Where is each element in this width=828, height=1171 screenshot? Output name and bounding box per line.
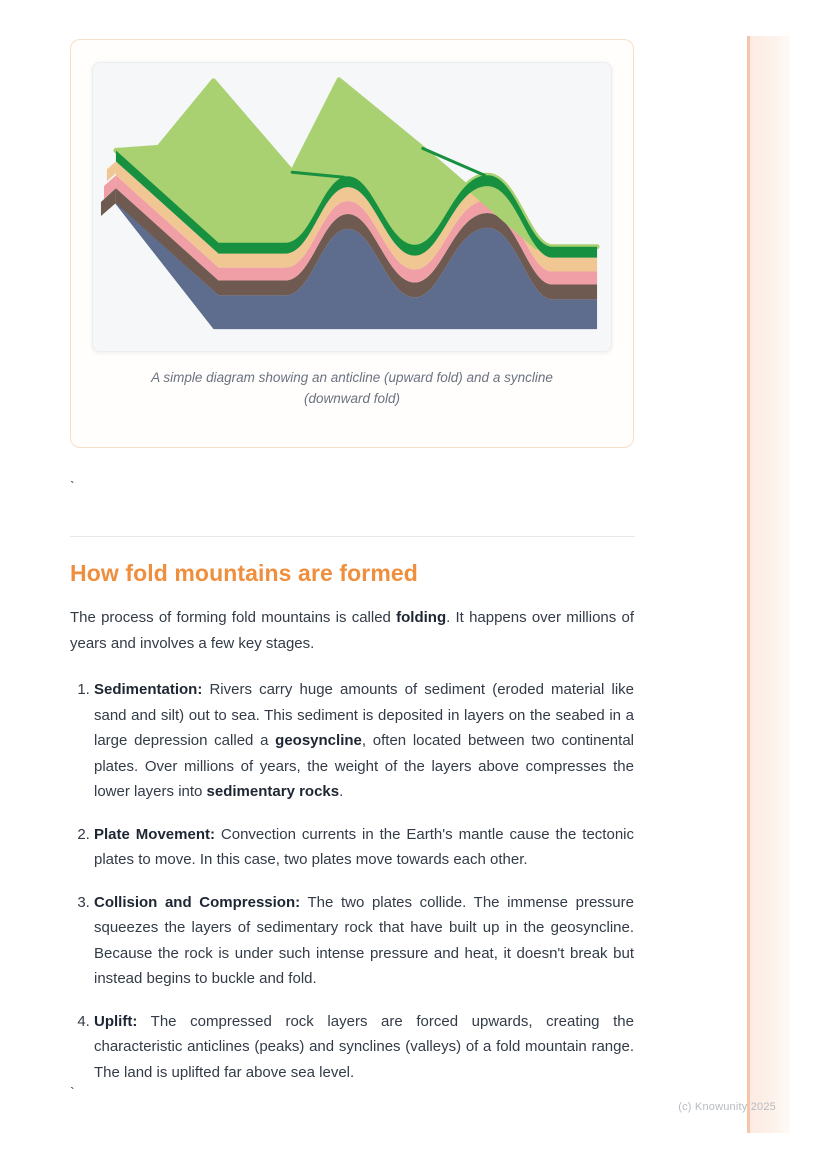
list-item-uplift: 4. Uplift: The compressed rock layers are forced upwards, creating the characteristic anticlines (peaks) and synclines (valleys) of a fold mountain range. The land is uplifted far above sea level. [94,1009,634,1086]
list-item-sedimentation: 1. Sedimentation: Rivers carry huge amounts of sediment (eroded material like sand and silt) out to sea. This sediment is deposited in layers on the seabed in a large depression called a geosyncline, often located between two continental plates. Over millions of years, the weight of the layers above compresses the lower layers into sedimentary rocks. [94,677,634,805]
figure-card [70,39,634,448]
copyright-text: (c) Knowunity 2025 [678,1101,776,1113]
anticline-syncline-illustration [93,63,611,351]
stray-backtick-top: ` [70,478,75,494]
right-margin-strip [747,36,790,1133]
stages-list [70,677,634,1102]
list-item-collision-compression: 3. Collision and Compression: The two plates collide. The immense pressure squeezes the layers of sedimentary rock that have built up in the geosyncline. Because the rock is under such intense pressure and heat, it doesn't break but instead begins to buckle and fold. [94,890,634,992]
intro-paragraph: The process of forming fold mountains is called folding. It happens over millions of years and involves a few key stages. [70,609,634,652]
fold-mountain-diagram [92,62,612,352]
figure-caption: A simple diagram showing an anticline (upward fold) and a syncline (downward fold) [151,370,553,406]
section-divider [70,536,635,537]
section-heading: How fold mountains are formed [70,560,418,586]
list-item-plate-movement: 2. Plate Movement: Convection currents in the Earth's mantle cause the tectonic plates to move. In this case, two plates move towards each other. [94,822,634,873]
stray-backtick-bottom: ` [70,1084,75,1100]
